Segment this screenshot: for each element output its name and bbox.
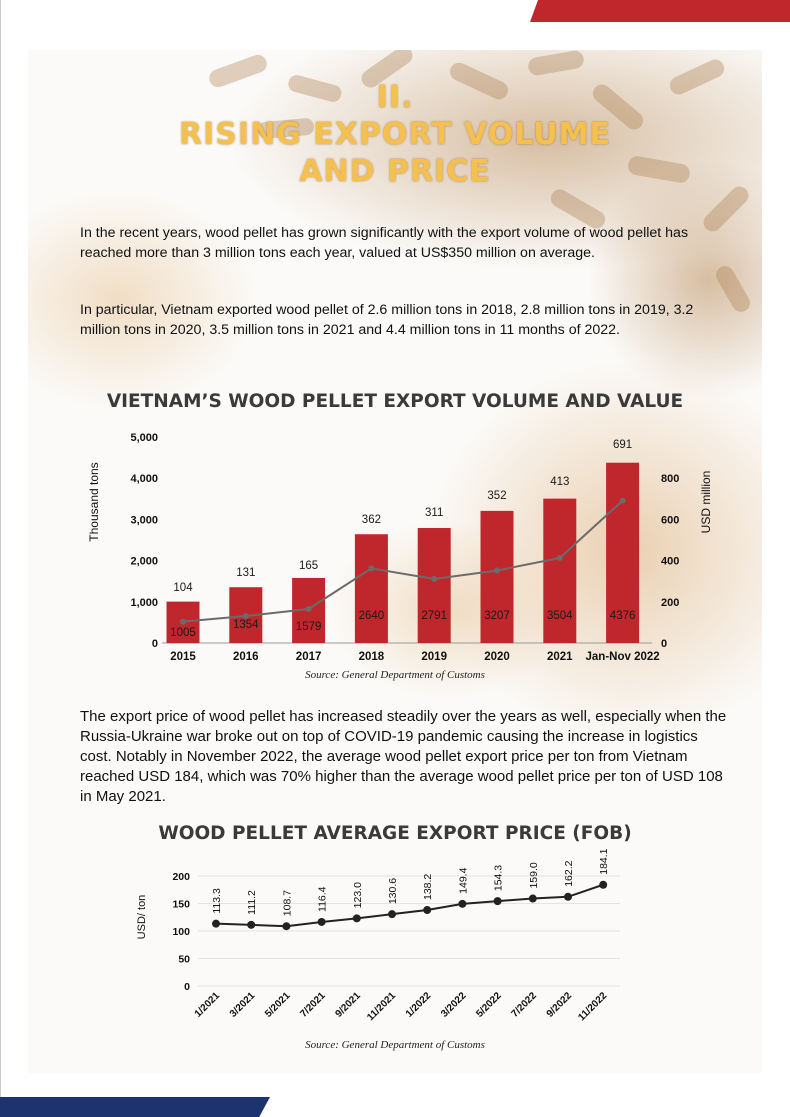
- section-number: II.: [376, 80, 414, 115]
- price-paragraph: The export price of wood pellet has increased steadily over the years as well, especially when the Russia-Ukraine war broke out on top of COVID-19 pandemic causing the increase in logistics cost. Notably in November 2022, the average wood pellet export price per ton from Vietnam reached USD 184, which was 70% higher than the average wood pellet price per ton of USD 108 in May 2021.: [80, 708, 727, 805]
- x-axis-tick-label: 2021: [547, 651, 573, 663]
- price-data-label: 159.0: [527, 862, 540, 889]
- price-line-point: [318, 918, 326, 926]
- x-axis-tick-label: 1/2022: [403, 990, 434, 1020]
- value-data-label: 311: [425, 507, 444, 519]
- x-axis-tick-label: 5/2021: [263, 990, 293, 1020]
- price-data-label: 111.2: [246, 890, 259, 915]
- price-line-point: [599, 881, 607, 889]
- volume-bar-label: 4376: [609, 610, 636, 622]
- volume-bar-label: 3504: [547, 610, 573, 622]
- x-axis-tick-label: 1/2021: [192, 990, 223, 1020]
- price-data-label: 116.4: [316, 886, 329, 912]
- value-data-label: 413: [550, 476, 570, 488]
- price-line-point: [564, 893, 572, 901]
- value-data-label: 352: [487, 490, 507, 502]
- price-data-label: 123.0: [351, 882, 364, 909]
- x-axis-tick-label: 2015: [170, 651, 196, 663]
- y2-axis-tick-label: 0: [661, 638, 668, 650]
- y-axis-tick-label: 50: [178, 953, 190, 966]
- price-line-point: [529, 895, 537, 903]
- price-chart-title: WOOD PELLET AVERAGE EXPORT PRICE (FOB): [158, 823, 632, 844]
- section-title-line2: AND PRICE: [299, 154, 491, 189]
- volume-bar-label: 2791: [421, 610, 447, 622]
- volume-bar-label: 1005: [170, 627, 196, 639]
- volume-bar-label: 3207: [484, 610, 510, 622]
- x-axis-tick-label: 11/2022: [576, 990, 610, 1024]
- y-axis-label: USD/ ton: [136, 894, 148, 940]
- price-line-point: [212, 920, 220, 928]
- y-axis-tick-label: 0: [184, 981, 190, 993]
- y-axis-tick-label: 5,000: [130, 432, 158, 444]
- section-title-line1: RISING EXPORT VOLUME: [179, 117, 611, 152]
- y2-axis-label: USD million: [699, 470, 713, 534]
- price-data-label: 162.2: [563, 860, 575, 887]
- bottom-accent-bar: [0, 1097, 270, 1117]
- price-data-label: 149.4: [457, 867, 470, 894]
- x-axis-tick-label: 2016: [233, 651, 259, 663]
- price-line: [216, 885, 603, 926]
- price-line-point: [353, 914, 361, 922]
- x-axis-tick-label: 3/2022: [439, 990, 469, 1020]
- y-axis-tick-label: 0: [151, 638, 158, 650]
- x-axis-tick-label: 2018: [358, 651, 385, 663]
- y-axis-tick-label: 150: [172, 898, 190, 911]
- volume-bar-label: 1354: [233, 619, 259, 631]
- x-axis-tick-label: 2017: [295, 651, 322, 663]
- detail-paragraph: In particular, Vietnam exported wood pellet of 2.6 million tons in 2018, 2.8 million tons in 2019, 3.2 million tons in 2020, 3.5 million tons in 2021 and 4.4 million tons in 11 months of 2022.: [80, 302, 694, 338]
- price-data-label: 108.7: [281, 889, 294, 917]
- price-line-point: [388, 910, 396, 918]
- x-axis-tick-label: 9/2021: [333, 990, 363, 1020]
- x-axis-tick-label: 5/2022: [474, 990, 504, 1020]
- volume-chart-source: Source: General Department of Customs: [305, 669, 485, 681]
- value-data-label: 104: [173, 582, 193, 594]
- value-data-label: 691: [613, 439, 633, 451]
- y2-axis-tick-label: 600: [661, 514, 680, 527]
- y2-axis-tick-label: 200: [661, 596, 680, 609]
- y-axis-tick-label: 100: [172, 926, 190, 938]
- price-data-label: 138.2: [422, 873, 435, 900]
- x-axis-tick-label: 3/2021: [227, 990, 258, 1020]
- price-chart-source: Source: General Department of Customs: [305, 1039, 485, 1051]
- price-line-point: [458, 900, 466, 908]
- y-axis-tick-label: 2,000: [130, 555, 158, 568]
- price-line-point: [282, 922, 290, 930]
- price-data-label: 184.1: [598, 848, 611, 875]
- intro-paragraph: In the recent years, wood pellet has grown significantly with the export volume of wood pellet has reached more than 3 million tons each year, valued at US$350 million on average.: [80, 225, 689, 261]
- volume-bar-label: 2640: [358, 610, 385, 622]
- price-line-point: [494, 897, 502, 905]
- y2-axis-tick-label: 400: [661, 555, 680, 568]
- y-axis-tick-label: 4,000: [130, 473, 158, 486]
- x-axis-tick-label: 9/2022: [544, 990, 575, 1020]
- price-line-point: [247, 921, 255, 929]
- x-axis-tick-label: 11/2021: [365, 990, 399, 1024]
- y-axis-label: Thousand tons: [87, 462, 101, 542]
- value-data-label: 362: [361, 514, 381, 526]
- x-axis-tick-label: 7/2021: [298, 990, 328, 1020]
- y-axis-tick-label: 200: [172, 871, 190, 883]
- y2-axis-tick-label: 800: [661, 473, 680, 486]
- x-axis-tick-label: 2020: [484, 651, 510, 663]
- value-data-label: 165: [299, 560, 319, 572]
- y-axis-tick-label: 1,000: [130, 596, 158, 609]
- price-line-point: [423, 906, 431, 914]
- price-data-label: 154.3: [492, 864, 505, 892]
- price-data-label: 113.3: [211, 888, 223, 914]
- x-axis-tick-label: Jan-Nov 2022: [585, 651, 660, 663]
- x-axis-tick-label: 7/2022: [509, 990, 539, 1020]
- volume-chart-title: VIETNAM’S WOOD PELLET EXPORT VOLUME AND VALUE: [106, 391, 684, 412]
- value-data-label: 131: [236, 567, 256, 579]
- x-axis-tick-label: 2019: [421, 651, 447, 663]
- price-data-label: 130.6: [387, 877, 399, 905]
- volume-bar-label: 1579: [295, 621, 322, 633]
- y-axis-tick-label: 3,000: [130, 514, 158, 527]
